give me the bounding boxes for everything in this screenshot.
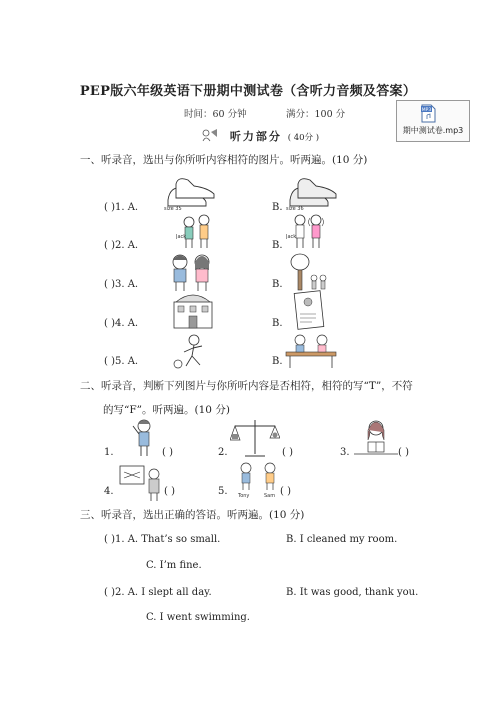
two-children-a-image xyxy=(176,214,216,250)
size35-tag: size 35 xyxy=(164,206,182,212)
p2-item3-num: 3. xyxy=(340,447,350,458)
building-image xyxy=(168,290,218,330)
balance-scale-image xyxy=(230,416,280,458)
audio-badge-label: MP3 xyxy=(421,108,432,113)
child-kicking-ball-image xyxy=(168,332,214,370)
p1-q4-prefix: ( )4. A. xyxy=(104,318,139,329)
section-score: ( 40分 ) xyxy=(287,133,320,143)
child-waving-image xyxy=(130,418,158,458)
p2-item4-num: 4. xyxy=(104,486,114,497)
sneakers-size35-image xyxy=(160,176,220,212)
p3-q2-c: C. I went swimming. xyxy=(146,612,250,623)
p3-q1-b: B. I cleaned my room. xyxy=(286,534,398,545)
p3-q2-a: ( )2. A. I slept all day. xyxy=(104,587,212,598)
part2-heading-line1: 二、听录音，判断下列图片与你所听内容是否相符，相符的写“T”，不符 xyxy=(80,380,413,392)
p1-q3-prefix: ( )3. A. xyxy=(104,279,139,290)
p3-q2-b: B. It was good, thank you. xyxy=(286,587,419,598)
p1-q5-prefix: ( )5. A. xyxy=(104,356,139,367)
full-score: 满分：100 分 xyxy=(286,109,346,120)
p1-q2-b: B. xyxy=(272,240,283,251)
p2-item1-blank: ( ) xyxy=(162,447,173,458)
tree-and-kids-image xyxy=(288,252,330,292)
two-kids-smiling-image xyxy=(164,252,220,292)
part2-heading-line2: 的写“F”。听两遍。(10 分) xyxy=(103,404,230,416)
p1-q5-b: B. xyxy=(272,356,283,367)
audio-file-icon xyxy=(421,104,436,123)
p2-item4-blank: ( ) xyxy=(164,486,175,497)
section-title-text: 听力部分 xyxy=(229,130,282,143)
girl-reading-image xyxy=(352,418,398,460)
tony-and-sam-image xyxy=(236,458,282,498)
p3-q1-a: ( )1. A. That’s so small. xyxy=(104,534,221,545)
page-title: PEP版六年级英语下册期中测试卷（含听力音频及答案） xyxy=(79,84,417,99)
p1-q3-b: B. xyxy=(272,279,283,290)
p1-q1-prefix: ( )1. A. xyxy=(104,202,139,213)
jack-tag-a: Jack xyxy=(176,234,187,240)
p2-item2-num: 2. xyxy=(218,447,228,458)
man-with-sign-image xyxy=(116,462,166,502)
time-limit: 时间：60 分钟 xyxy=(184,109,247,120)
sneakers-size36-image xyxy=(282,176,342,212)
p2-item1-num: 1. xyxy=(104,447,114,458)
part3-heading: 三、听录音，选出正确的答语。听两遍。(10 分) xyxy=(80,509,305,521)
book-poster-image xyxy=(292,290,328,332)
audio-filename: 期中测试卷.mp3 xyxy=(402,126,464,135)
size36-tag: size 36 xyxy=(286,206,304,212)
audio-attachment[interactable] xyxy=(396,100,470,142)
jack-tag-b: Jack xyxy=(286,234,297,240)
p1-q1-b: B. xyxy=(272,202,283,213)
listening-section-title xyxy=(200,128,319,144)
kids-at-table-image xyxy=(282,330,340,370)
p2-item2-blank: ( ) xyxy=(282,447,293,458)
p1-q4-b: B. xyxy=(272,318,283,329)
two-children-b-image xyxy=(286,212,330,250)
tony-tag: Tony xyxy=(238,493,250,498)
part1-heading: 一、听录音，选出与你所听内容相符的图片。听两遍。(10 分) xyxy=(80,154,368,166)
p2-item5-num: 5. xyxy=(218,486,228,497)
speaker-illustration-icon xyxy=(200,128,224,142)
sam-tag: Sam xyxy=(264,493,276,498)
p1-q2-prefix: ( )2. A. xyxy=(104,240,139,251)
p2-item3-blank: ( ) xyxy=(398,447,409,458)
p2-item5-blank: ( ) xyxy=(280,486,291,497)
p3-q1-c: C. I’m fine. xyxy=(146,560,202,571)
